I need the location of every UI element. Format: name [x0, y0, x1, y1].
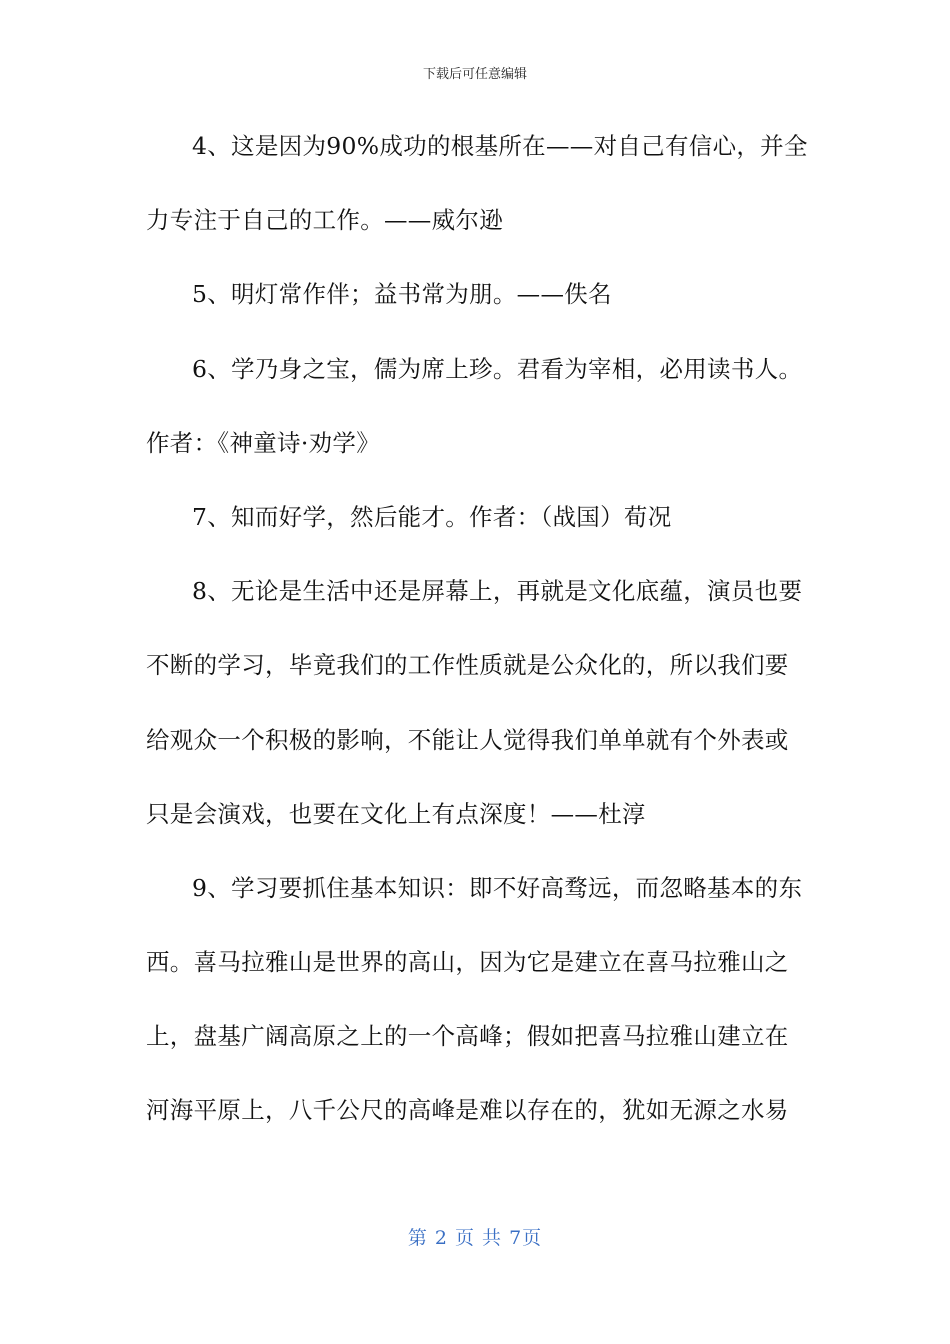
paragraph-line: 5、明灯常作伴；益书常为朋。——佚名	[192, 280, 612, 309]
page-number-footer: 第 2 页 共 7页	[407, 1227, 543, 1249]
paragraph-line: 西。喜马拉雅山是世界的高山，因为它是建立在喜马拉雅山之	[146, 948, 789, 977]
paragraph-line: 7、知而好学，然后能才。作者：（战国）荀况	[192, 502, 672, 531]
paragraph-line: 只是会演戏，也要在文化上有点深度！——杜淳	[146, 799, 646, 828]
paragraph-line: 不断的学习，毕竟我们的工作性质就是公众化的，所以我们要	[146, 651, 789, 680]
page-header: 下载后可任意编辑	[422, 67, 527, 82]
document-body	[146, 120, 806, 1159]
paragraph-line: 8、无论是生活中还是屏幕上，再就是文化底蕴，演员也要	[192, 577, 803, 606]
paragraph-line: 上，盘基广阔高原之上的一个高峰；假如把喜马拉雅山建立在	[146, 1022, 789, 1051]
paragraph-line: 9、学习要抓住基本知识：即不好高骛远，而忽略基本的东	[192, 873, 803, 902]
paragraph-line: 给观众一个积极的影响，不能让人觉得我们单单就有个外表或	[146, 725, 789, 754]
paragraph-line: 河海平原上，八千公尺的高峰是难以存在的，犹如无源之水易	[146, 1096, 789, 1125]
paragraph-line: 4、这是因为90%成功的根基所在——对自己有信心，并全	[192, 132, 808, 160]
paragraph-line: 6、学乃身之宝，儒为席上珍。君看为宰相，必用读书人。	[192, 354, 803, 383]
paragraph-line: 作者：《神童诗·劝学》	[146, 428, 381, 457]
paragraph-line: 力专注于自己的工作。——威尔逊	[146, 206, 503, 235]
